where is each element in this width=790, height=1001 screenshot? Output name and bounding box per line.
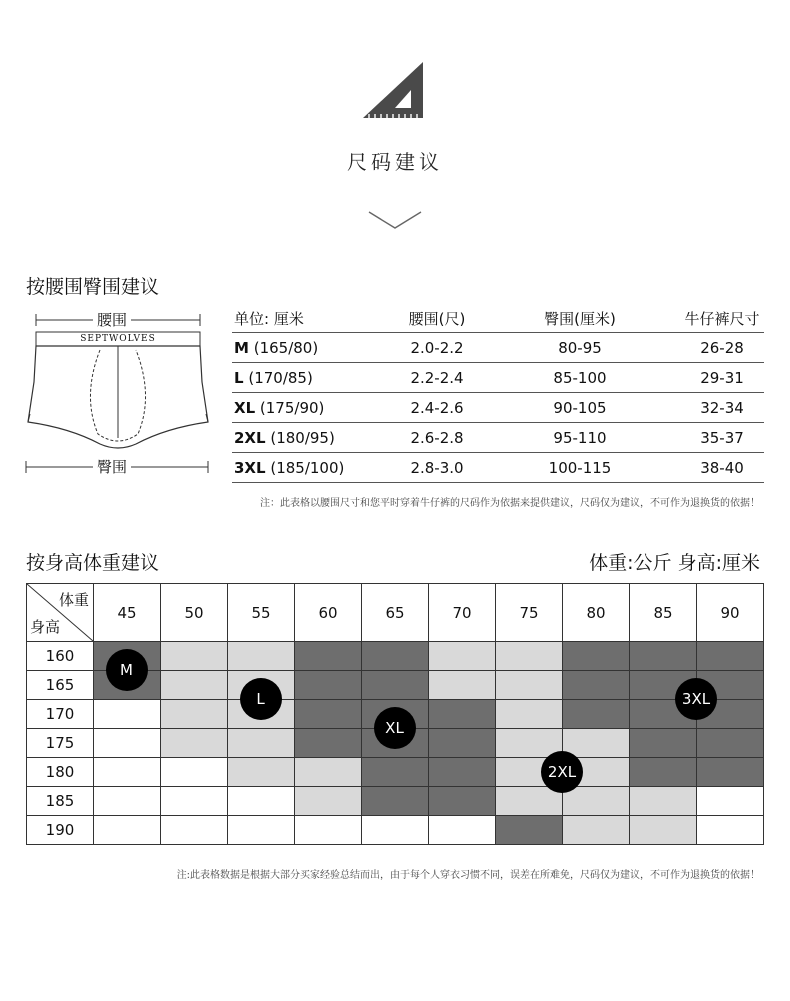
- grid-note: 注:此表格数据是根据大部分买家经验总结而出，由于每个人穿衣习惯不同，误差在所难免，尺码仅为建议，不可作为退换货的依据！: [176, 870, 760, 881]
- column-header: 牛仔裤尺寸: [684, 310, 760, 328]
- size-grid-cell: [93, 757, 161, 787]
- size-badge: 2XL: [541, 751, 583, 793]
- height-waist: (170/85): [248, 369, 313, 387]
- hip-value: 90-105: [553, 399, 607, 417]
- page-title: 尺码建议: [347, 150, 443, 174]
- corner-height-label: 身高: [30, 618, 61, 636]
- table-row: [232, 423, 764, 453]
- weight-header: 75: [495, 583, 563, 642]
- size-grid-cell: [93, 728, 161, 758]
- size-label: XL: [234, 399, 256, 417]
- size-grid-cell: [629, 815, 697, 845]
- weight-header: 65: [361, 583, 429, 642]
- hip-value: 85-100: [553, 369, 607, 387]
- height-waist: (185/100): [270, 459, 345, 477]
- size-grid-cell: [629, 728, 697, 758]
- size-grid-cell: [495, 699, 563, 729]
- size-grid-cell: [562, 699, 630, 729]
- size-grid-cell: [160, 786, 228, 816]
- table-row: [232, 393, 764, 423]
- waist-value: 2.8-3.0: [410, 459, 464, 477]
- hip-dimension-label: 臀围: [93, 456, 131, 477]
- size-badge: 3XL: [675, 678, 717, 720]
- jeans-size-value: 38-40: [700, 459, 744, 477]
- size-badge: XL: [374, 707, 416, 749]
- size-grid-cell: [495, 670, 563, 700]
- size-grid-cell: [495, 641, 563, 671]
- size-grid-cell: [562, 815, 630, 845]
- size-grid-cell: [629, 641, 697, 671]
- size-label: M: [234, 339, 249, 357]
- size-grid-cell: [428, 699, 496, 729]
- size-grid-cell: [428, 815, 496, 845]
- corner-weight-label: 体重: [58, 591, 89, 609]
- waist-table-note: 注：此表格以腰围尺寸和您平时穿着牛仔裤的尺码作为依据来提供建议，尺码仅为建议，不可作为退换货的依据！: [260, 498, 760, 509]
- waist-hip-section-title: 按腰围臀围建议: [26, 276, 160, 298]
- size-grid-cell: [294, 757, 362, 787]
- column-header: 单位: 厘米: [234, 310, 304, 328]
- size-grid-cell: [160, 757, 228, 787]
- waist-value: 2.6-2.8: [410, 429, 464, 447]
- size-grid-cell: [93, 815, 161, 845]
- jeans-size-value: 26-28: [700, 339, 744, 357]
- size-grid-cell: [294, 815, 362, 845]
- column-header: 臀围(厘米): [544, 310, 616, 328]
- size-label: 3XL: [234, 459, 266, 477]
- weight-header: 85: [629, 583, 697, 642]
- size-grid-cell: [495, 815, 563, 845]
- weight-header: 60: [294, 583, 362, 642]
- waist-value: 2.2-2.4: [410, 369, 464, 387]
- size-grid-cell: [294, 699, 362, 729]
- size-grid-cell: [696, 815, 764, 845]
- height-waist: (165/80): [253, 339, 319, 357]
- chevron-down-icon: [367, 210, 423, 230]
- size-grid-cell: [361, 641, 429, 671]
- size-label: 2XL: [234, 429, 266, 447]
- height-row-label: 190: [26, 815, 94, 845]
- weight-header: 80: [562, 583, 630, 642]
- size-grid-cell: [227, 786, 295, 816]
- size-grid-cell: [428, 728, 496, 758]
- size-grid-cell: [696, 728, 764, 758]
- size-grid-cell: [696, 757, 764, 787]
- weight-header: 55: [227, 583, 295, 642]
- size-grid-cell: [227, 757, 295, 787]
- size-grid-cell: [160, 815, 228, 845]
- table-header-row: [232, 302, 764, 333]
- size-grid-cell: [428, 786, 496, 816]
- size-grid-cell: [160, 670, 228, 700]
- size-grid-cell: [361, 757, 429, 787]
- size-grid-cell: [629, 757, 697, 787]
- size-grid-cell: [696, 641, 764, 671]
- height-weight-section-title: 按身高体重建议: [26, 552, 160, 574]
- size-badge: L: [240, 678, 282, 720]
- hip-value: 100-115: [548, 459, 612, 477]
- weight-header: 90: [696, 583, 764, 642]
- size-grid-cell: [160, 641, 228, 671]
- weight-header: 45: [93, 583, 161, 642]
- height-row-label: 185: [26, 786, 94, 816]
- height-row-label: 170: [26, 699, 94, 729]
- size-table: [232, 302, 764, 483]
- jeans-size-value: 29-31: [700, 369, 744, 387]
- weight-header: 50: [160, 583, 228, 642]
- column-header: 腰围(尺): [408, 310, 466, 328]
- height-row-label: 180: [26, 757, 94, 787]
- size-grid-cell: [160, 699, 228, 729]
- table-row: [232, 333, 764, 363]
- weight-header: 70: [428, 583, 496, 642]
- size-grid-cell: [562, 670, 630, 700]
- size-grid-cell: [93, 786, 161, 816]
- height-row-label: 160: [26, 641, 94, 671]
- size-grid-cell: [294, 728, 362, 758]
- ruler-triangle-icon: [361, 60, 425, 120]
- size-grid-cell: [629, 786, 697, 816]
- size-grid-cell: [361, 786, 429, 816]
- size-grid-cell: [227, 641, 295, 671]
- size-grid-cell: [428, 757, 496, 787]
- waist-value: 2.0-2.2: [410, 339, 464, 357]
- jeans-size-value: 32-34: [700, 399, 744, 417]
- jeans-size-value: 35-37: [700, 429, 744, 447]
- size-grid-cell: [428, 670, 496, 700]
- size-grid-cell: [361, 670, 429, 700]
- height-waist: (180/95): [270, 429, 335, 447]
- size-grid-cell: [562, 641, 630, 671]
- size-grid-cell: [294, 641, 362, 671]
- brand-label: SEPTWOLVES: [80, 334, 156, 344]
- corner-cell: [26, 583, 94, 642]
- size-badge: M: [106, 649, 148, 691]
- units-label: 体重:公斤 身高:厘米: [589, 552, 760, 574]
- height-weight-grid: [26, 583, 763, 845]
- size-grid-cell: [294, 786, 362, 816]
- height-row-label: 165: [26, 670, 94, 700]
- size-grid-cell: [93, 699, 161, 729]
- hip-value: 95-110: [553, 429, 607, 447]
- table-row: [232, 453, 764, 483]
- size-grid-cell: [160, 728, 228, 758]
- waist-dimension-label: 腰围: [93, 309, 131, 330]
- size-grid-cell: [562, 786, 630, 816]
- table-row: [232, 363, 764, 393]
- waist-value: 2.4-2.6: [410, 399, 464, 417]
- hip-value: 80-95: [558, 339, 602, 357]
- size-grid-cell: [696, 786, 764, 816]
- size-grid-cell: [227, 815, 295, 845]
- size-grid-cell: [361, 815, 429, 845]
- height-row-label: 175: [26, 728, 94, 758]
- size-grid-cell: [294, 670, 362, 700]
- size-grid-cell: [428, 641, 496, 671]
- size-grid-cell: [227, 728, 295, 758]
- height-waist: (175/90): [259, 399, 325, 417]
- size-label: L: [234, 369, 244, 387]
